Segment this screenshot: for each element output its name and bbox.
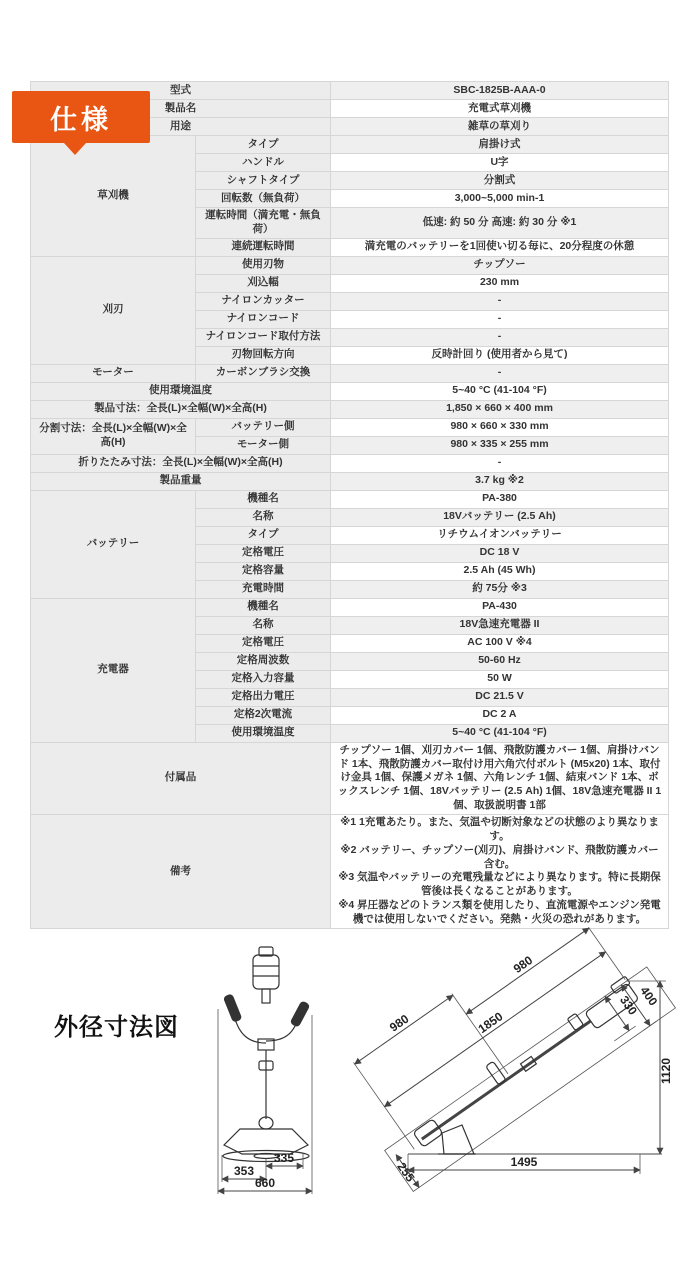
spec-value-cell: 雑草の草刈り (331, 118, 669, 136)
side-total-length-dim-label: 1850 (475, 1009, 506, 1036)
spec-label-cell: 機種名 (196, 598, 331, 616)
spec-table (30, 81, 669, 929)
spec-label-cell: 充電時間 (196, 580, 331, 598)
table-row (31, 382, 669, 400)
spec-value-cell: 5~40 °C (41-104 °F) (331, 724, 669, 742)
spec-label-cell: カーボンブラシ交換 (196, 364, 331, 382)
spec-label-cell: 製品重量 (31, 472, 331, 490)
front-guard-width-dim-label: 353 (233, 1163, 255, 1178)
spec-label-cell: 草刈機 (31, 136, 196, 257)
spec-label-cell: 連続運転時間 (196, 238, 331, 256)
spec-label-cell: 定格電圧 (196, 634, 331, 652)
spec-label-cell: 定格出力電圧 (196, 688, 331, 706)
spec-value-cell: 低速: 約 50 分 高速: 約 30 分 ※1 (331, 208, 669, 239)
spec-value-cell: 980 × 660 × 330 mm (331, 418, 669, 436)
side-lower-length-dim-label: 980 (386, 1011, 412, 1035)
table-row (31, 815, 669, 929)
spec-label-cell: 名称 (196, 508, 331, 526)
spec-label-cell: 定格容量 (196, 562, 331, 580)
spec-label-cell: 定格2次電流 (196, 706, 331, 724)
table-row (31, 598, 669, 616)
spec-label-cell: タイプ (196, 526, 331, 544)
table-row (31, 400, 669, 418)
spec-value-cell: PA-380 (331, 490, 669, 508)
table-row (31, 490, 669, 508)
front-dimension-lines (218, 1009, 312, 1194)
spec-badge (12, 91, 150, 143)
spec-label-cell: 機種名 (196, 490, 331, 508)
spec-label-cell: 名称 (196, 616, 331, 634)
spec-value-cell: チップソー 1個、刈刃カバー 1個、飛散防護カバー 1個、肩掛けバンド 1本、飛散防護カバー取付け用六角穴付ボルト (M5x20) 1本、取付け金具 1個、保護メガネ 1個、六角レンチ 1個、結束バンド 1本、ボックスレンチ 1個、18Vバッテリー (2.5 Ah) 1個、18V急速充電器 II 1個、取扱説明書 1部 (331, 742, 669, 814)
spec-value-cell: 230 mm (331, 274, 669, 292)
spec-label-cell: 運転時間（満充電・無負荷） (196, 208, 331, 239)
front-view-diagram (200, 941, 335, 1203)
dimension-diagram-heading: 外径寸法図 (54, 1013, 179, 1041)
spec-label-cell: 定格入力容量 (196, 670, 331, 688)
spec-value-cell: 反時計回り (使用者から見て) (331, 346, 669, 364)
spec-label-cell: バッテリー (31, 490, 196, 598)
spec-value-cell: - (331, 454, 669, 472)
spec-label-cell: 刈込幅 (196, 274, 331, 292)
spec-value-cell: PA-430 (331, 598, 669, 616)
spec-value-cell: 18V急速充電器 II (331, 616, 669, 634)
spec-label-cell: 使用環境温度 (196, 724, 331, 742)
spec-value-cell: 約 75分 ※3 (331, 580, 669, 598)
table-row (31, 418, 669, 436)
spec-value-cell: 980 × 335 × 255 mm (331, 436, 669, 454)
spec-label-cell: モーター (31, 364, 196, 382)
spec-label-cell: 分割寸法：全長(L)×全幅(W)×全高(H) (31, 418, 196, 454)
side-view-diagram (350, 921, 700, 1209)
spec-value-cell: DC 2 A (331, 706, 669, 724)
spec-value-cell: 3,000~5,000 min-1 (331, 190, 669, 208)
spec-value-cell: 2.5 Ah (45 Wh) (331, 562, 669, 580)
spec-value-cell: 50 W (331, 670, 669, 688)
spec-label-cell: ナイロンカッター (196, 292, 331, 310)
spec-label-cell: シャフトタイプ (196, 172, 331, 190)
spec-value-cell: SBC-1825B-AAA-0 (331, 82, 669, 100)
spec-value-cell: - (331, 310, 669, 328)
spec-value-cell: DC 21.5 V (331, 688, 669, 706)
spec-label-cell: 備考 (31, 815, 331, 929)
table-row (31, 256, 669, 274)
spec-value-cell: - (331, 292, 669, 310)
spec-label-cell: 使用刃物 (196, 256, 331, 274)
table-row (31, 364, 669, 382)
spec-label-cell: 付属品 (31, 742, 331, 814)
spec-label-cell: 刃物回転方向 (196, 346, 331, 364)
spec-value-cell: 充電式草刈機 (331, 100, 669, 118)
spec-label-cell: ハンドル (196, 154, 331, 172)
spec-label-cell: ナイロンコード (196, 310, 331, 328)
spec-label-cell: 折りたたみ寸法：全長(L)×全幅(W)×全高(H) (31, 454, 331, 472)
spec-value-cell: 1,850 × 660 × 400 mm (331, 400, 669, 418)
spec-value-cell: 5~40 °C (41-104 °F) (331, 382, 669, 400)
spec-label-cell: 製品寸法：全長(L)×全幅(W)×全高(H) (31, 400, 331, 418)
front-total-width-dim-label: 660 (254, 1175, 276, 1190)
side-upper-length-dim-label: 980 (510, 952, 536, 976)
spec-value-cell: ※1 1充電あたり。また、気温や切断対象などの状態のより異なります。 ※2 バッテリー、チップソー(刈刃)、肩掛けバンド、飛散防護カバー含む。 ※3 気温やバッテリーの充電残量などにより異なります。特に長期保管後は長くなることがあります。 ※4 昇圧器などのトランス類を使用したり、直流電源やエンジン発電機では使用しないでください。発熱・火災の恐れがあります。 (331, 815, 669, 929)
table-row (31, 742, 669, 814)
table-row (31, 454, 669, 472)
spec-label-cell: 型式 (31, 82, 331, 100)
trimmer-front-art (223, 947, 311, 1162)
spec-value-cell: 3.7 kg ※2 (331, 472, 669, 490)
spec-label-cell: モーター側 (196, 436, 331, 454)
table-row (31, 472, 669, 490)
spec-label-cell: ナイロンコード取付方法 (196, 328, 331, 346)
spec-value-cell: AC 100 V ※4 (331, 634, 669, 652)
spec-value-cell: リチウムイオンバッテリー (331, 526, 669, 544)
side-ground-length-dim-label: 1495 (510, 1154, 538, 1169)
side-overall-height-dim-label: 1120 (659, 1057, 673, 1084)
spec-label-cell: 回転数（無負荷） (196, 190, 331, 208)
spec-label-cell: 刈刃 (31, 256, 196, 364)
spec-badge-label: 仕様 (50, 104, 112, 135)
spec-label-cell: 充電器 (31, 598, 196, 742)
spec-label-cell: バッテリー側 (196, 418, 331, 436)
spec-page (0, 81, 700, 1281)
spec-value-cell: 18Vバッテリー (2.5 Ah) (331, 508, 669, 526)
spec-value-cell: DC 18 V (331, 544, 669, 562)
side-rotated-frame (350, 921, 675, 1193)
spec-value-cell: 満充電のバッテリーを1回使い切る毎に、20分程度の休憩 (331, 238, 669, 256)
side-top-height-dim-label: 400 (637, 983, 661, 1009)
spec-label-cell: 製品名 (31, 100, 331, 118)
spec-value-cell: 肩掛け式 (331, 136, 669, 154)
spec-label-cell: 定格電圧 (196, 544, 331, 562)
spec-label-cell: 使用環境温度 (31, 382, 331, 400)
spec-label-cell: 用途 (31, 118, 331, 136)
spec-label-cell: 定格周波数 (196, 652, 331, 670)
spec-value-cell: - (331, 328, 669, 346)
spec-label-cell: タイプ (196, 136, 331, 154)
spec-value-cell: - (331, 364, 669, 382)
spec-value-cell: チップソー (331, 256, 669, 274)
spec-value-cell: U字 (331, 154, 669, 172)
front-blade-width-dim-label: 335 (273, 1150, 295, 1165)
spec-value-cell: 50-60 Hz (331, 652, 669, 670)
dimension-diagram-section (0, 929, 700, 1209)
side-battery-height-dim-label: 330 (617, 993, 640, 1018)
spec-value-cell: 分割式 (331, 172, 669, 190)
side-head-height-dim-label: 255 (394, 1159, 418, 1185)
